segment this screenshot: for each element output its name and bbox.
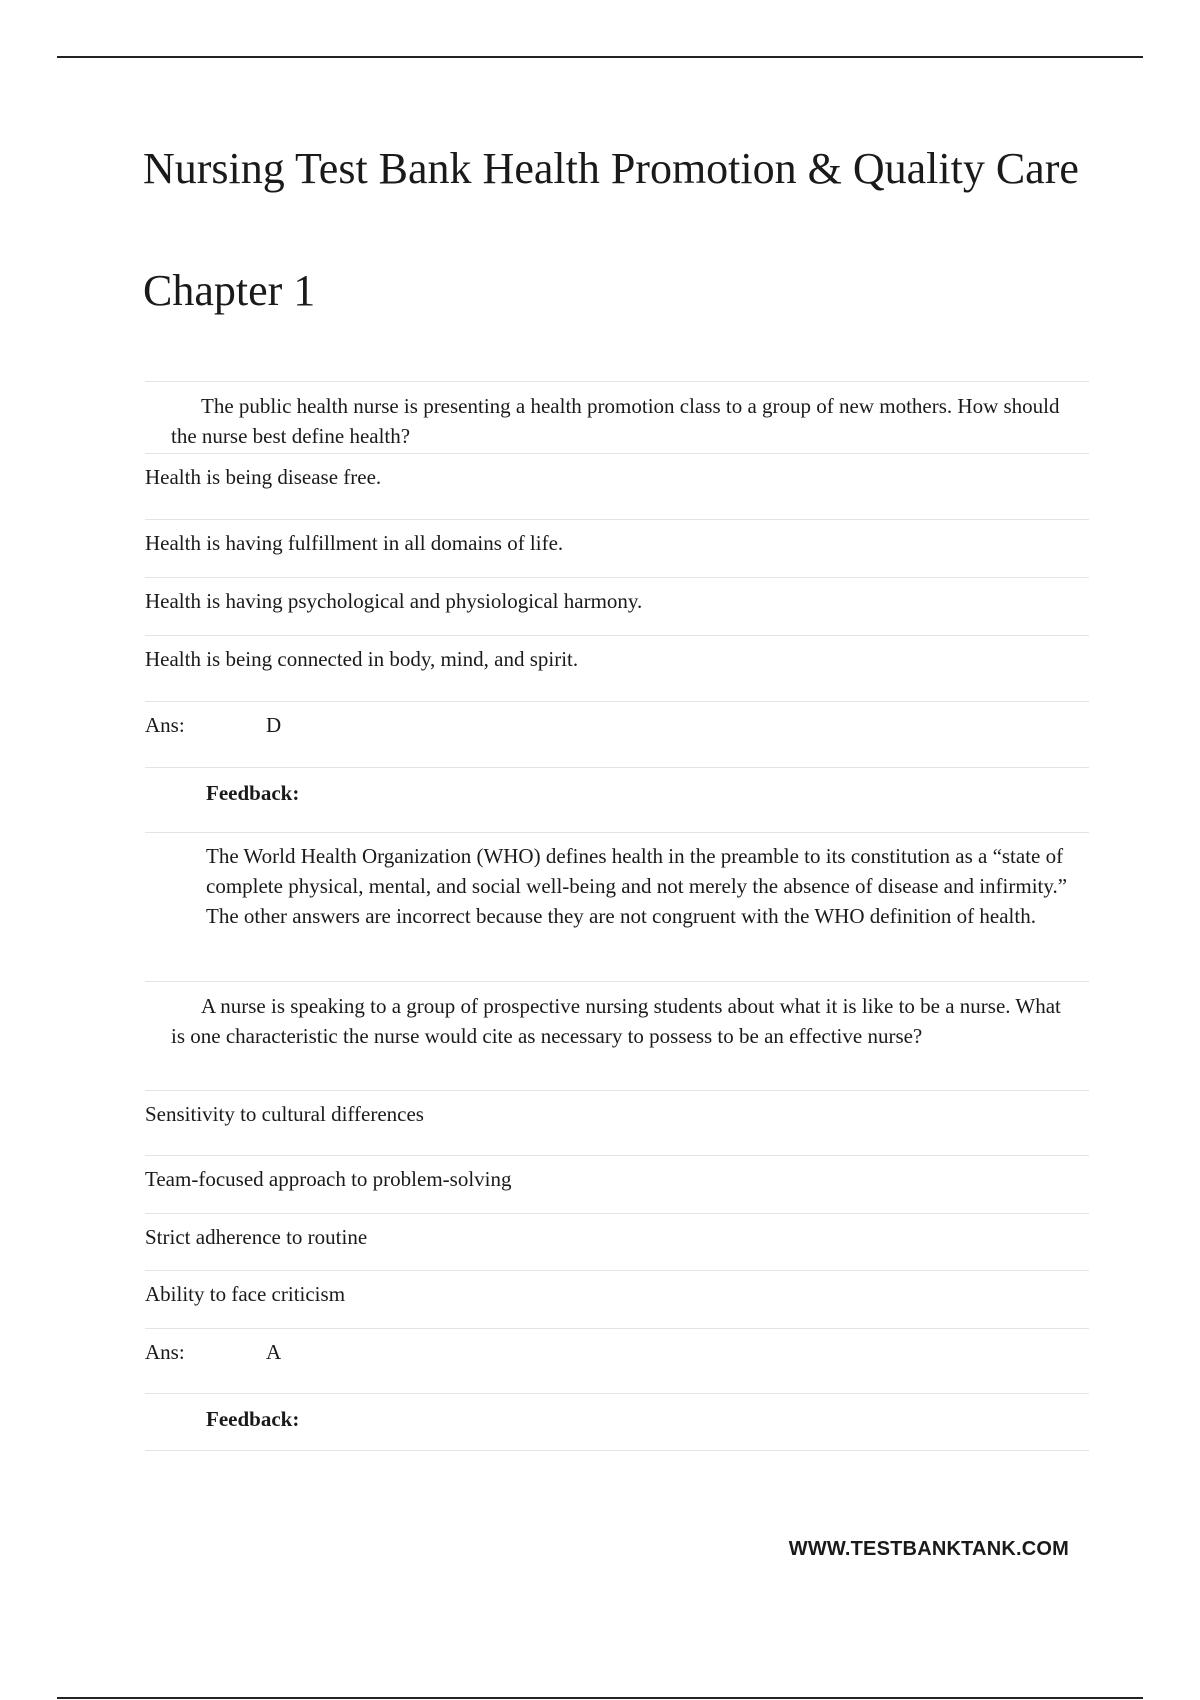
option-text: Health is having fulfillment in all domains of life. (145, 531, 564, 555)
bottom-rule (57, 1697, 1143, 1699)
footer-website-url: WWW.TESTBANKTANK.COM (788, 1538, 1069, 1560)
question-1-text: The public health nurse is presenting a health promotion class to a group of new mothers. How should the nurse best define health? (171, 394, 1060, 448)
answer-label: Ans: (145, 713, 185, 737)
question-2-text: A nurse is speaking to a group of prospective nursing students about what it is like to be a nurse. What is one characteristic the nurse would cite as necessary to possess to be an effective nurse? (171, 994, 1061, 1048)
option-text: Team-focused approach to problem-solving (145, 1167, 512, 1191)
question-1-option-d (145, 635, 1089, 701)
question-1-feedback (145, 832, 1089, 981)
question-1-feedback-heading (145, 767, 1089, 832)
question-2-option-b (145, 1155, 1089, 1213)
answer-label: Ans: (145, 1340, 185, 1364)
option-text: Strict adherence to routine (145, 1225, 368, 1249)
question-1-option-a (145, 453, 1089, 519)
question-2-feedback-heading (145, 1393, 1089, 1451)
chapter-heading: Chapter 1 (143, 266, 316, 315)
feedback-text: The World Health Organization (WHO) defines health in the preamble to its constitution as a “state of complete physical, mental, and social well-being and not merely the absence of disease and infirmity.” The other answers are incorrect because they are not congruent with the WHO definition of health. (206, 844, 1068, 928)
question-2-option-d (145, 1270, 1089, 1328)
question-1-option-b (145, 519, 1089, 577)
feedback-label: Feedback: (206, 781, 300, 805)
top-rule (57, 56, 1143, 58)
question-1-answer-row (145, 701, 1089, 767)
option-text: Sensitivity to cultural differences (145, 1102, 424, 1126)
option-text: Health is having psychological and physiological harmony. (145, 589, 643, 613)
question-2-answer-row (145, 1328, 1089, 1393)
question-table (145, 381, 1089, 1451)
answer-value: A (266, 1340, 282, 1364)
question-2-prompt (145, 981, 1089, 1090)
option-text: Health is being disease free. (145, 465, 382, 489)
question-1-option-c (145, 577, 1089, 635)
question-2-option-a (145, 1090, 1089, 1155)
option-text: Ability to face criticism (145, 1282, 346, 1306)
answer-value: D (266, 713, 282, 737)
feedback-label: Feedback: (206, 1407, 300, 1431)
document-title: Nursing Test Bank Health Promotion & Quality Care (143, 144, 1079, 193)
question-1-prompt (145, 381, 1089, 453)
option-text: Health is being connected in body, mind, and spirit. (145, 647, 579, 671)
question-2-option-c (145, 1213, 1089, 1270)
